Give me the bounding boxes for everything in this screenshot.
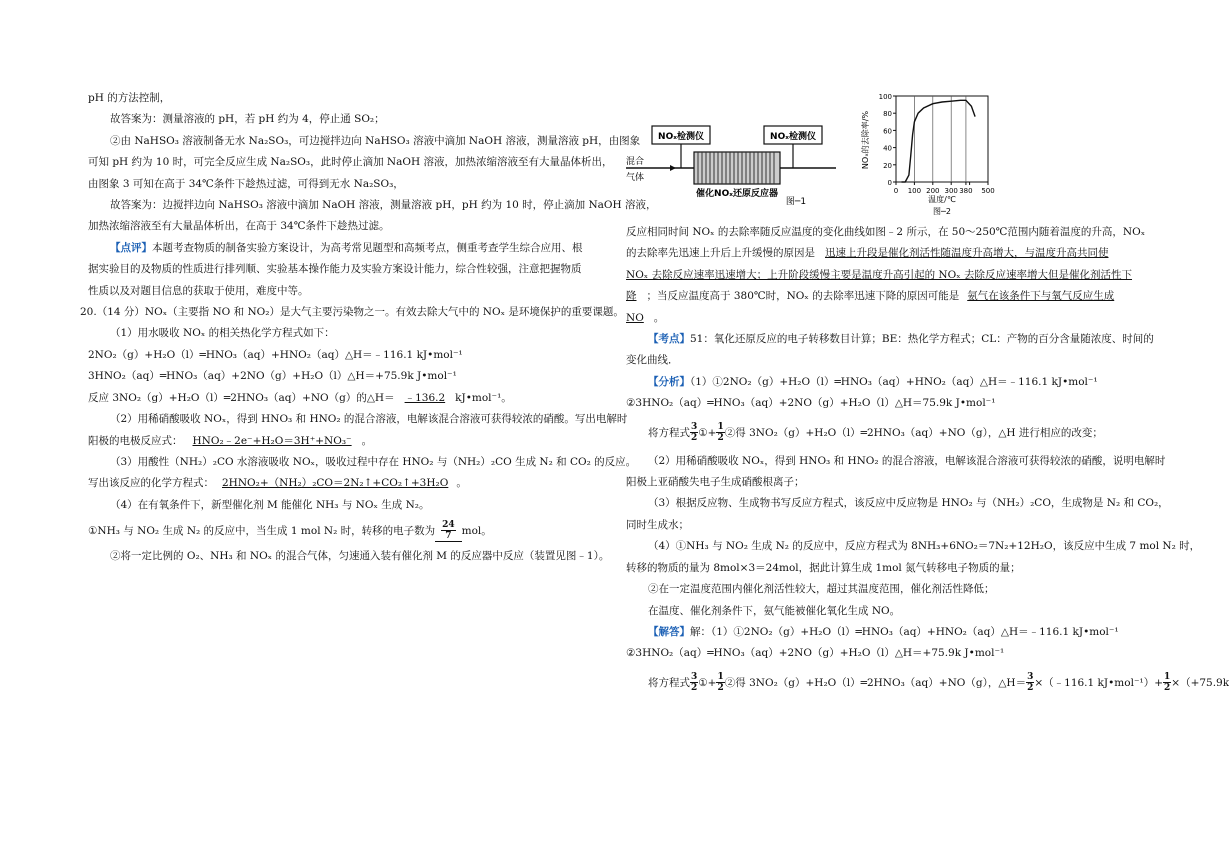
text-line: 阳极上亚硝酸失电子生成硝酸根离子； [626,476,805,489]
fraction: $\frac{3}{2}$ [691,672,698,694]
chart-xlabel: 温度/℃ [928,195,956,204]
x-tick-label: 300 [944,187,958,195]
reactor [694,152,780,184]
answer-blank: NOₓ 去除反应速率迅速增大；上升阶段缓慢主要是温度升高引起的 NOₓ 去除反应速率增大但是催化剂活性下 [626,268,1133,281]
text-line: 同时生成水； [626,518,689,531]
x-tick-label: 500 [981,187,995,195]
text-line: 可知 pH 约为 10 时，可完全反应生成 Na₂SO₃，此时停止滴加 NaOH 溶液，加热浓缩溶液至有大量晶体析出， [88,156,613,169]
detector-label-left: NOₓ检测仪 [658,132,704,142]
answer-fraction: $\frac{24}{7}$ [435,520,462,542]
apparatus-figure [626,94,846,206]
text-line: 将方程式 $\frac{3}{2}$ ①+ $\frac{1}{2}$ ②得 3NO₂（g）+H₂O（l）═2HNO₃（aq）+NO（g），△H＝ $\frac{3}{2}$ ×（﹣116.1 kJ•mol⁻¹）+ $\frac{1}{2}$ ×（+75.9k [648,672,1229,694]
comment-tag: 【点评】 [110,241,152,254]
right-column [626,93,1229,701]
inlet-label-line2: 气体 [626,173,645,183]
detector-label-right: NOₓ检测仪 [770,132,816,142]
answer-blank: 迅速上升段是催化剂活性随温度升高增大，与温度升高共同使 [825,247,1109,260]
chart-series-line [902,100,976,182]
text-line: （4）在有氧条件下，新型催化剂 M 能催化 NH₃ 与 NOₓ 生成 N₂。 [110,498,430,511]
figures-row [626,94,1130,218]
jieda-paragraph: 【解答】解：（1）①2NO₂（g）+H₂O（l）═HNO₃（aq）+HNO₂（aq）△H＝﹣116.1 kJ•mol⁻¹ [648,625,1119,638]
text-line: （3）根据反应物、生成物书写反应方程式，该反应中反应物是 HNO₂ 与（NH₂）₂CO，生成物是 N₂ 和 CO₂， [648,497,1169,510]
text-line: （2）用稀硝酸吸收 NOₓ，得到 HNO₃ 和 HNO₂ 的混合溶液，电解该混合溶液可获得较浓的硝酸。写出电解时 [110,413,628,426]
x-tick-label: 200 [926,187,940,195]
y-tick-label: 40 [883,144,892,153]
chart-ylabel: NOₓ的去除率/% [861,110,870,170]
text-line: 据实验目的及物质的性质进行排列顺、实验基本操作能力及实验方案设计能力，综合性较强，注意把握物质 [88,263,582,276]
fenxi-paragraph: 【分析】（1）①2NO₂（g）+H₂O（l）═HNO₃（aq）+HNO₂（aq）△H＝﹣116.1 kJ•mol⁻¹ [648,375,1098,388]
comment-paragraph: 【点评】本题考查物质的制备实验方案设计，为高考常见题型和高频考点，侧重考查学生综合应用、根 [110,241,583,254]
answer-blank: 降 [626,290,637,303]
answer-blank: NO [626,311,644,324]
text-line [626,265,1133,286]
text-line: NO 。 [626,311,665,324]
figure2-caption: 图─2 [933,207,951,216]
kaodian-tag: 【考点】 [648,333,690,346]
fenxi-tag: 【分析】 [648,375,690,388]
text-line: ②由 NaHSO₃ 溶液制备无水 Na₂SO₃，可边搅拌边向 NaHSO₃ 溶液中滴加 NaOH 溶液，测量溶液 pH，由图象 [110,134,641,147]
answer-blank: 2HNO₂+（NH₂）₂CO＝2N₂↑+CO₂↑+3H₂O [222,477,449,490]
fraction: $\frac{1}{2}$ [717,672,724,694]
equation: 3HNO₂（aq）═HNO₃（aq）+2NO（g）+H₂O（l）△H＝+75.9k J•mol⁻¹ [88,370,457,383]
equation: 反应 3NO₂（g）+H₂O（l）═2HNO₃（aq）+NO（g）的△H＝ ﹣136.2 kJ•mol⁻¹。 [88,391,512,404]
text-line: 变化曲线． [626,354,679,367]
answer-blank: 氨气在该条件下与氧气反应生成 [967,290,1115,303]
text-line: 故答案为：测量溶液的 pH，若 pH 约为 4，停止通 SO₂； [110,113,385,126]
text-line: 将方程式 $\frac{3}{2}$ ①+ $\frac{1}{2}$ ②得 3NO₂（g）+H₂O（l）═2HNO₃（aq）+NO（g），△H 进行相应的改变； [648,422,1103,444]
jieda-tag: 【解答】 [648,625,690,638]
answer-blank: ﹣136.2 [404,391,446,404]
x-tick-label: 100 [907,187,922,195]
fraction: $\frac{3}{2}$ [1027,672,1034,694]
y-tick-label: 100 [878,93,892,101]
kaodian-paragraph: 【考点】51：氧化还原反应的电子转移数目计算；BE：热化学方程式；CL：产物的百分含量随浓度、时间的 [648,333,1154,346]
equation: 2NO₂（g）+H₂O（l）═HNO₃（aq）+HNO₂（aq）△H＝﹣116.1 kJ•mol⁻¹ [88,348,463,361]
text-line: 反应相同时间 NOₓ 的去除率随反应温度的变化曲线如图﹣2 所示，在 50～250℃范围内随着温度的升高，NOₓ [626,226,1146,238]
text-line: 写出该反应的化学方程式： 2HNO₂+（NH₂）₂CO＝2N₂↑+CO₂↑+3H₂O 。 [88,477,467,490]
x-tick-label: 0 [893,187,899,195]
text-line: （1）用水吸收 NOₓ 的相关热化学方程式如下： [110,327,335,340]
fraction: $\frac{3}{2}$ [691,422,698,444]
reactor-label: 催化NOₓ还原反应器 [696,189,778,199]
y-tick-label: 80 [883,110,892,119]
text-line: （4）①NH₃ 与 NO₂ 生成 N₂ 的反应中，反应方程式为 8NH₃+6NO₂＝7N₂+12H₂O，该反应中生成 7 mol N₂ 时， [648,540,1201,553]
text-line: 在温度、催化剂条件下，氨气能被催化氧化生成 NO。 [648,604,901,617]
text-line: 加热浓缩溶液至有大量晶体析出，在高于 34℃条件下趁热过滤。 [88,220,390,233]
equation: ②3HNO₂（aq）═HNO₃（aq）+2NO（g）+H₂O（l）△H＝75.9k J•mol⁻¹ [626,397,996,410]
equation: ②3HNO₂（aq）═HNO₃（aq）+2NO（g）+H₂O（l）△H＝+75.9k J•mol⁻¹ [626,647,1005,660]
removal-rate-chart [858,90,998,218]
text-line: 性质以及对题目信息的获取于使用，难度中等。 [88,284,309,297]
fraction: $\frac{1}{2}$ [717,422,724,444]
y-tick-label: 0 [887,179,892,187]
figure1-caption: 图─1 [785,197,807,207]
text-line: 的去除率先迅速上升后上升缓慢的原因是 迅速上升段是催化剂活性随温度升高增大，与温度升高共同使 [626,247,1109,260]
text-line: ②将一定比例的 O₂、NH₃ 和 NOₓ 的混合气体，匀速通入装有催化剂 M 的反应器中反应（装置见图﹣1）。 [110,550,610,563]
text-line: 降 ；当反应温度高于 380℃时，NOₓ 的去除率迅速下降的原因可能是 氨气在该条件下与氧气反应生成 [626,290,1115,303]
y-tick-label: 20 [883,161,892,170]
text-line: 转移的物质的量为 8mol×3＝24mol，据此计算生成 1mol 氮气转移电子物质的量； [626,561,1021,574]
text-line: （3）用酸性（NH₂）₂CO 水溶液吸收 NOₓ，吸收过程中存在 HNO₂ 与（NH₂）₂CO 生成 N₂ 和 CO₂ 的反应。 [110,455,637,468]
text-line: 故答案为：边搅拌边向 NaHSO₃ 溶液中滴加 NaOH 溶液，测量溶液 pH，pH 约为 10 时，停止滴加 NaOH 溶液， [110,199,657,212]
question-heading: 20.（14 分）NOₓ（主要指 NO 和 NO₂）是大气主要污染物之一。有效去除大气中的 NOₓ 是环境保护的重要课题。 [80,306,624,319]
answer-blank: HNO₂﹣2e⁻+H₂O＝3H⁺+NO₃⁻ [192,434,352,447]
text-line: 阳极的电极反应式： HNO₂﹣2e⁻+H₂O＝3H⁺+NO₃⁻ 。 [88,434,373,447]
text-line: ②在一定温度范围内催化剂活性较大，超过其温度范围，催化剂活性降低； [648,583,995,596]
text-line: ①NH₃ 与 NO₂ 生成 N₂ 的反应中，当生成 1 mol N₂ 时，转移的电子数为 $\frac{24}{7}$ mol。 [88,520,492,542]
inlet-label-line1: 混合 [626,157,645,167]
text-line: （2）用稀硝酸吸收 NOₓ，得到 HNO₃ 和 HNO₂ 的混合溶液，电解该混合溶液可获得较浓的硝酸，说明电解时 [648,454,1166,467]
text-line: pH 的方法控制， [88,92,171,104]
fraction: $\frac{1}{2}$ [1164,672,1171,694]
text-line: 由图象 3 可知在高于 34℃条件下趁热过滤，可得到无水 Na₂SO₃， [88,177,404,190]
x-tick-label: 380 [959,187,973,195]
y-tick-label: 60 [883,127,892,136]
